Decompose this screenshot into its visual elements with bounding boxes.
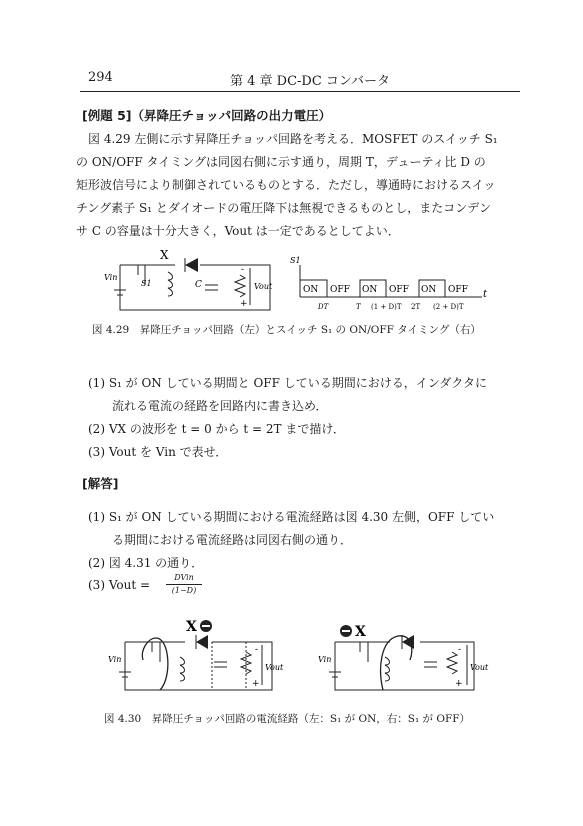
timing-state-3: ON [362, 285, 378, 295]
minus-label-right: - [458, 645, 462, 655]
timing-state-1: ON [303, 285, 319, 295]
minus-label-left: - [255, 645, 259, 655]
answer-1: (1) S₁ が ON している期間における電流経路は図 4.30 左側，OFF してい [88, 510, 495, 524]
s1-axis-label: S1 [290, 256, 301, 265]
example-line-5: サ C の容量は十分大きく，Vout は一定であるとしてよい． [76, 224, 400, 238]
plus-label-right: + [455, 679, 463, 689]
c-label: C [195, 280, 202, 290]
vin-label-left: Vin [108, 655, 122, 664]
example-line-4: チング素子 S₁ とダイオードの電圧降下は無視できるものとし，またコンデン [76, 201, 491, 215]
example-title: [例題 5]（昇降圧チョッパ回路の出力電圧） [82, 108, 332, 123]
vout-label-left: Vout [265, 663, 284, 672]
figure-4-29-caption: 図 4.29 昇降圧チョッパ回路（左）とスイッチ S₁ の ON/OFF タイミング（右） [92, 324, 481, 336]
timing-state-4: OFF [389, 285, 409, 295]
tick-2d-t: (2 + D)T [433, 303, 464, 311]
timing-state-6: OFF [448, 285, 468, 295]
example-line-1: 図 4.29 左側に示す昇降圧チョッパ回路を考える．MOSFET のスイッチ S₁ [88, 132, 498, 146]
right-node-x-marker: X [355, 624, 366, 640]
timing-state-2: OFF [330, 285, 350, 295]
tick-dt: DT [318, 303, 329, 311]
vout-label: Vout [254, 282, 273, 291]
current-path-left [142, 638, 168, 690]
question-1: (1) S₁ が ON している期間と OFF している期間における，インダクタに [88, 376, 488, 390]
answer-1-cont: る期間における電流経路は同図右側の通り． [112, 533, 353, 547]
running-head: 第 4 章 DC-DC コンバータ [230, 74, 391, 89]
diode-icon [196, 635, 208, 649]
vout-label-right: Vout [470, 663, 489, 672]
answer-title: [解答] [82, 476, 119, 491]
t-axis-label: t [483, 289, 488, 300]
answer-3: (3) Vout = [88, 578, 151, 592]
node-x-label: X [160, 248, 169, 262]
question-3: (3) Vout を Vin で表せ． [88, 445, 228, 459]
tick-2t: 2T [411, 303, 421, 311]
figure-4-30-caption: 図 4.30 昇降圧チョッパ回路の電流経路（左：S₁ が ON，右：S₁ が OFF） [104, 713, 471, 725]
tick-t: T [356, 303, 361, 311]
s1-label: S1 [141, 279, 152, 288]
diode-icon [402, 635, 414, 649]
question-1-cont: 流れる電流の経路を回路内に書き込め． [112, 399, 328, 413]
timing-state-5: ON [421, 285, 437, 295]
plus-label: + [240, 299, 248, 309]
example-line-3: 矩形波信号により制御されているものとする．ただし，導通時におけるスイッ [76, 178, 496, 192]
vin-label: Vin [104, 273, 118, 282]
page-number: 294 [88, 70, 113, 85]
vin-label-right: Vin [318, 655, 332, 664]
plus-label-left: + [252, 679, 260, 689]
question-2: (2) VX の波形を t = 0 から t = 2T まで描け． [88, 422, 345, 436]
tick-1d-t: (1 + D)T [371, 303, 402, 311]
example-line-2: の ON/OFF タイミングは同図右側に示す通り，周期 T，デューティ比 D の [76, 155, 486, 169]
answer-2: (2) 図 4.31 の通り． [88, 556, 204, 570]
left-node-x-marker: X [186, 619, 197, 635]
eq-denominator: (1−D) [171, 586, 197, 595]
minus-label: - [241, 265, 245, 275]
eq-numerator: DVin [174, 573, 194, 582]
